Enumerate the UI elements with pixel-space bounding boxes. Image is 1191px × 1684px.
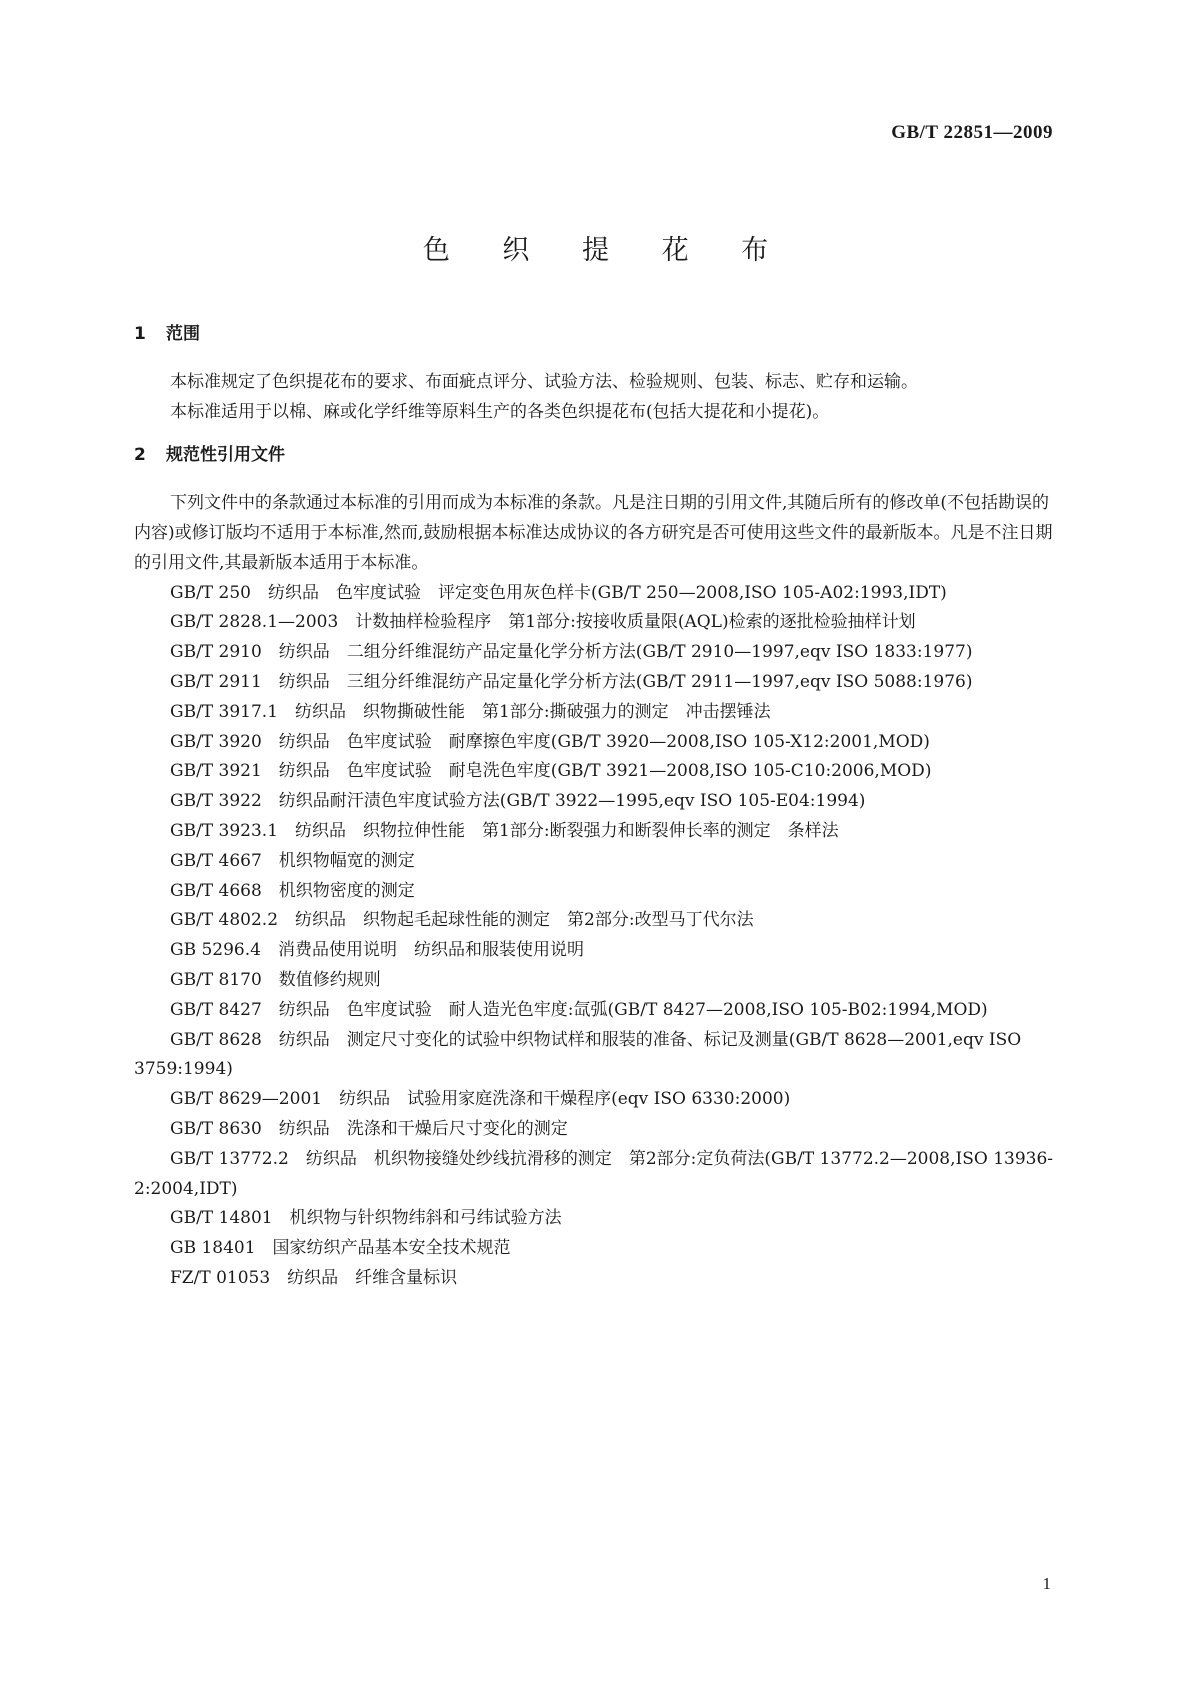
- reference-item: GB/T 2828.1—2003 计数抽样检验程序 第1部分:按接收质量限(AQL)检索的逐批检验抽样计划: [170, 612, 916, 633]
- section-1-number: 1: [134, 324, 146, 344]
- reference-item: GB/T 4667 机织物幅宽的测定: [170, 850, 415, 871]
- reference-item: GB/T 2910 纺织品 二组分纤维混纺产品定量化学分析方法(GB/T 2910—1997,eqv ISO 1833:1977): [170, 642, 973, 663]
- document-body: [134, 320, 1056, 1294]
- section-1-heading: [134, 320, 1056, 350]
- reference-item: GB/T 3921 纺织品 色牢度试验 耐皂洗色牢度(GB/T 3921—2008,ISO 105-C10:2006,MOD): [170, 761, 932, 782]
- reference-item: GB 5296.4 消费品使用说明 纺织品和服装使用说明: [170, 940, 584, 961]
- reference-item: GB/T 3920 纺织品 色牢度试验 耐摩擦色牢度(GB/T 3920—2008,ISO 105-X12:2001,MOD): [170, 731, 930, 752]
- reference-item: GB/T 8427 纺织品 色牢度试验 耐人造光色牢度:氙弧(GB/T 8427—2008,ISO 105-B02:1994,MOD): [170, 999, 988, 1020]
- reference-item: GB/T 8630 纺织品 洗涤和干燥后尺寸变化的测定: [170, 1118, 568, 1139]
- section-1-paragraph: 本标准规定了色织提花布的要求、布面疵点评分、试验方法、检验规则、包装、标志、贮存和运输。: [170, 371, 918, 392]
- reference-item: GB/T 8628 纺织品 测定尺寸变化的试验中织物试样和服装的准备、标记及测量(GB/T 8628—2001,eqv ISO 3759:1994): [134, 1029, 1022, 1080]
- reference-item: GB/T 250 纺织品 色牢度试验 评定变色用灰色样卡(GB/T 250—2008,ISO 105-A02:1993,IDT): [170, 582, 947, 603]
- section-2-number: 2: [134, 445, 146, 466]
- section-2-heading: [134, 441, 1056, 471]
- reference-item: GB/T 14801 机织物与针织物纬斜和弓纬试验方法: [170, 1208, 562, 1229]
- reference-item: GB/T 3917.1 纺织品 织物撕破性能 第1部分:撕破强力的测定 冲击摆锤法: [170, 701, 771, 722]
- document-title: 色 织 提 花 布: [422, 235, 791, 266]
- section-1-paragraph: 本标准适用于以棉、麻或化学纤维等原料生产的各类色织提花布(包括大提花和小提花)。: [170, 401, 830, 422]
- reference-list: [134, 579, 1056, 1294]
- reference-item: GB/T 3922 纺织品耐汗渍色牢度试验方法(GB/T 3922—1995,eqv ISO 105-E04:1994): [170, 791, 866, 812]
- reference-item: GB/T 3923.1 纺织品 织物拉伸性能 第1部分:断裂强力和断裂伸长率的测定 条样法: [170, 820, 839, 841]
- section-1-title: 范围: [166, 324, 200, 344]
- reference-item: GB/T 2911 纺织品 三组分纤维混纺产品定量化学分析方法(GB/T 2911—1997,eqv ISO 5088:1976): [170, 671, 973, 692]
- page-number: 1: [1042, 1574, 1051, 1593]
- reference-item: FZ/T 01053 纺织品 纤维含量标识: [170, 1267, 458, 1288]
- reference-item: GB/T 8170 数值修约规则: [170, 969, 381, 990]
- section-2-intro: 下列文件中的条款通过本标准的引用而成为本标准的条款。凡是注日期的引用文件,其随后所有的修改单(不包括勘误的内容)或修订版均不适用于本标准,然而,鼓励根据本标准达成协议的各方研究是否可使用这些文件的最新版本。凡是不注日期的引用文件,其最新版本适用于本标准。: [134, 493, 1053, 573]
- reference-item: GB/T 13772.2 纺织品 机织物接缝处纱线抗滑移的测定 第2部分:定负荷法(GB/T 13772.2—2008,ISO 13936-2:2004,IDT): [134, 1148, 1054, 1199]
- reference-item: GB/T 4802.2 纺织品 织物起毛起球性能的测定 第2部分:改型马丁代尔法: [170, 910, 754, 931]
- reference-item: GB 18401 国家纺织产品基本安全技术规范: [170, 1238, 511, 1259]
- standard-number: GB/T 22851—2009: [891, 122, 1053, 143]
- section-2-title: 规范性引用文件: [166, 445, 285, 466]
- reference-item: GB/T 8629—2001 纺织品 试验用家庭洗涤和干燥程序(eqv ISO 6330:2000): [170, 1089, 791, 1110]
- reference-item: GB/T 4668 机织物密度的测定: [170, 880, 415, 901]
